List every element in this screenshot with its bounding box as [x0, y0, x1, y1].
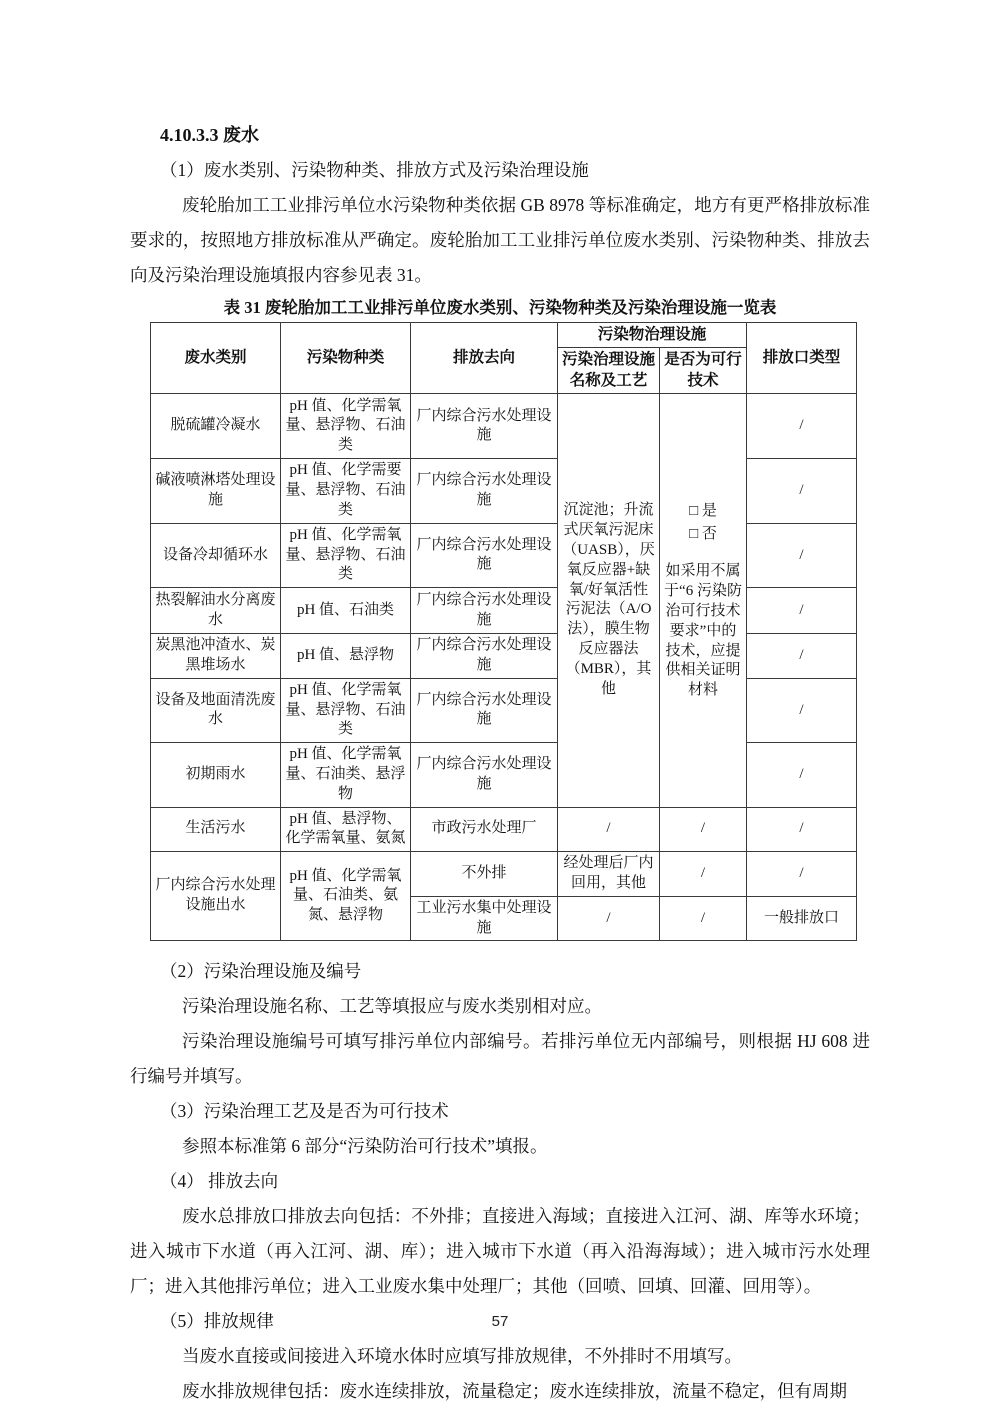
- facility-process-cell: 沉淀池；升流式厌氧污泥床（UASB），厌氧反应器+缺氧/好氧活性污泥法（A/O法），膜生物反应器法（MBR），其他: [558, 394, 660, 807]
- feasible-tech-cell: /: [660, 852, 747, 897]
- table-row: [151, 852, 857, 897]
- section-heading: 4.10.3.3 废水: [160, 125, 259, 145]
- pollutants-cell: pH 值、悬浮物、化学需氧量、氨氮: [281, 807, 411, 852]
- pollutants-cell: pH 值、化学需氧量、悬浮物、石油类: [281, 394, 411, 459]
- wastewater-type-cell: 脱硫罐冷凝水: [151, 394, 281, 459]
- header-facility-name: 污染治理设施名称及工艺: [558, 348, 660, 394]
- outlet-type-cell: /: [747, 588, 857, 634]
- destination-cell: 厂内综合污水处理设施: [411, 743, 558, 807]
- table-row: [151, 678, 857, 742]
- table-row: [151, 743, 857, 807]
- destination-cell: 厂内综合污水处理设施: [411, 588, 558, 634]
- destination-cell: 厂内综合污水处理设施: [411, 678, 558, 742]
- outlet-type-cell: /: [747, 743, 857, 807]
- table-row: [151, 634, 857, 679]
- outlet-type-cell: /: [747, 852, 857, 897]
- section-2-paragraph: 污染治理设施编号可填写排污单位内部编号。若排污单位无内部编号，则根据 HJ 608 进行编号并填写。: [130, 1031, 870, 1087]
- outlet-type-cell: /: [747, 634, 857, 679]
- wastewater-table: [150, 322, 857, 941]
- facility-process-cell: /: [558, 896, 660, 941]
- header-outlet-type: 排放口类型: [747, 323, 857, 394]
- checkbox-yes: □ 是: [689, 502, 717, 519]
- section-3: [130, 1094, 870, 1164]
- table-row: [151, 588, 857, 634]
- pollutants-cell: pH 值、悬浮物: [281, 634, 411, 679]
- pollutants-cell: pH 值、石油类: [281, 588, 411, 634]
- table-row: [151, 394, 857, 459]
- pollutants-cell: pH 值、化学需氧量、悬浮物、石油类: [281, 678, 411, 742]
- destination-cell: 市政污水处理厂: [411, 807, 558, 852]
- header-pollutant-type: 污染物种类: [281, 323, 411, 394]
- outlet-type-cell: /: [747, 459, 857, 523]
- destination-cell: 厂内综合污水处理设施: [411, 523, 558, 587]
- wastewater-type-cell: 厂内综合污水处理设施出水: [151, 852, 281, 941]
- table-title: 表 31 废轮胎加工工业排污单位废水类别、污染物种类及污染治理设施一览表: [223, 298, 777, 317]
- header-wastewater-type: 废水类别: [151, 323, 281, 394]
- table-row: [151, 459, 857, 523]
- header-feasible-tech: 是否为可行技术: [660, 348, 747, 394]
- wastewater-type-cell: 生活污水: [151, 807, 281, 852]
- pollutants-cell: pH 值、化学需氧量、石油类、氨氮、悬浮物: [281, 852, 411, 941]
- wastewater-type-cell: 炭黑池冲渣水、炭黑堆场水: [151, 634, 281, 679]
- header-row-1: [151, 323, 857, 348]
- destination-cell: 厂内综合污水处理设施: [411, 634, 558, 679]
- section-4: [130, 1164, 870, 1304]
- wastewater-type-cell: 热裂解油水分离废水: [151, 588, 281, 634]
- section-4-heading: （4） 排放去向: [160, 1171, 279, 1192]
- section-3-paragraph: 参照本标准第 6 部分“污染防治可行技术”填报。: [182, 1136, 548, 1157]
- outlet-type-cell: 一般排放口: [747, 896, 857, 941]
- wastewater-type-cell: 碱液喷淋塔处理设施: [151, 459, 281, 523]
- outlet-type-cell: /: [747, 678, 857, 742]
- pollutants-cell: pH 值、化学需氧量、石油类、悬浮物: [281, 743, 411, 807]
- feasible-note: 如采用不属于“6 污染防治可行技术要求”中的技术，应提供相关证明材料: [664, 563, 742, 699]
- table-row: [151, 523, 857, 587]
- feasible-tech-cell: /: [660, 896, 747, 941]
- table-row: [151, 807, 857, 852]
- section-2: [130, 954, 870, 1094]
- item1-heading: （1）废水类别、污染物种类、排放方式及污染治理设施: [160, 160, 589, 180]
- header-treatment-group: 污染物治理设施: [558, 323, 747, 348]
- checkbox-no: □ 否: [689, 526, 717, 543]
- section-5-heading: （5）排放规律: [160, 1311, 274, 1332]
- outlet-type-cell: /: [747, 807, 857, 852]
- wastewater-type-cell: 设备及地面清洗废水: [151, 678, 281, 742]
- page-number: 57: [491, 1313, 509, 1330]
- wastewater-type-cell: 设备冷却循环水: [151, 523, 281, 587]
- pollutants-cell: pH 值、化学需氧量、悬浮物、石油类: [281, 523, 411, 587]
- section-2-heading: （2）污染治理设施及编号: [160, 961, 362, 982]
- destination-cell: 厂内综合污水处理设施: [411, 394, 558, 459]
- header-discharge-destination: 排放去向: [411, 323, 558, 394]
- section-2-paragraph: 污染治理设施名称、工艺等填报应与废水类别相对应。: [182, 996, 602, 1017]
- destination-cell: 工业污水集中处理设施: [411, 896, 558, 941]
- section-3-heading: （3）污染治理工艺及是否为可行技术: [160, 1101, 449, 1122]
- feasible-tech-cell: /: [660, 807, 747, 852]
- destination-cell: 不外排: [411, 852, 558, 897]
- intro-paragraph: 废轮胎加工工业排污单位水污染物种类依据 GB 8978 等标准确定，地方有更严格排放标准要求的，按照地方排放标准从严确定。废轮胎加工工业排污单位废水类别、污染物种类、排放去向及污染治理设施填报内容参见表 31。: [130, 195, 870, 285]
- section-5-paragraph: 当废水直接或间接进入环境水体时应填写排放规律，不外排时不用填写。: [182, 1346, 742, 1367]
- section-4-paragraph: 废水总排放口排放去向包括：不外排；直接进入海域；直接进入江河、湖、库等水环境；进入城市下水道（再入江河、湖、库）；进入城市下水道（再入沿海海域）；进入城市污水处理厂；进入其他排污单位；进入工业废水集中处理厂；其他（回喷、回填、回灌、回用等）。: [130, 1206, 870, 1297]
- outlet-type-cell: /: [747, 394, 857, 459]
- feasible-tech-cell: [660, 394, 747, 807]
- pollutants-cell: pH 值、化学需要量、悬浮物、石油类: [281, 459, 411, 523]
- facility-process-cell: 经处理后厂内回用，其他: [558, 852, 660, 897]
- facility-process-cell: /: [558, 807, 660, 852]
- wastewater-type-cell: 初期雨水: [151, 743, 281, 807]
- section-5-paragraph: 废水排放规律包括：废水连续排放，流量稳定；废水连续排放，流量不稳定，但有周期: [182, 1381, 847, 1402]
- destination-cell: 厂内综合污水处理设施: [411, 459, 558, 523]
- outlet-type-cell: /: [747, 523, 857, 587]
